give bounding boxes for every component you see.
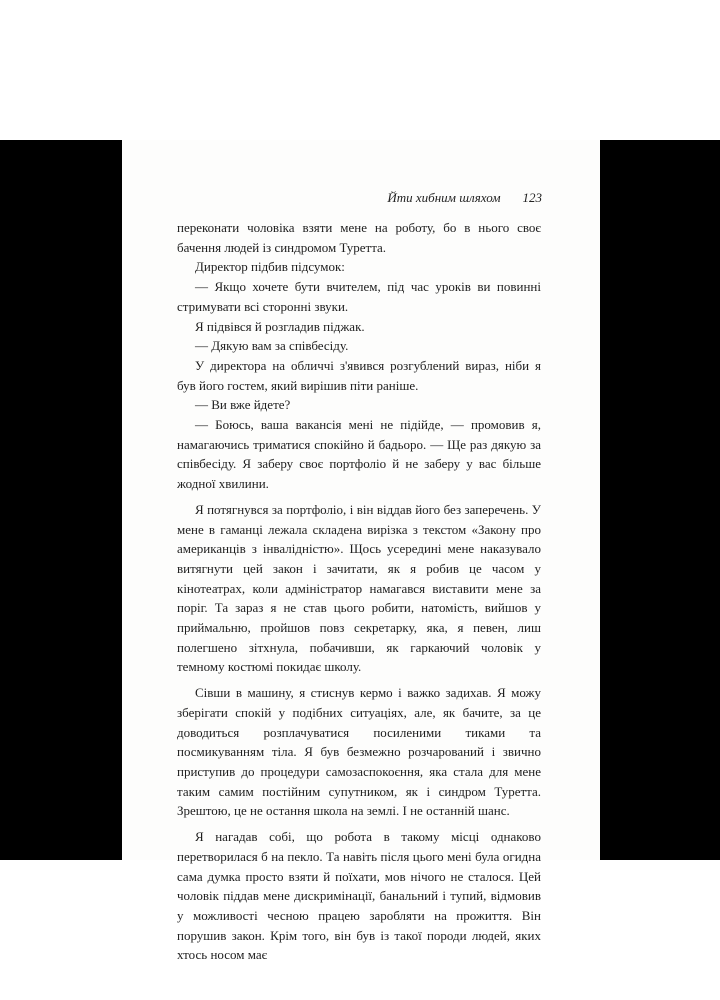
left-black-border <box>0 140 122 860</box>
right-black-border <box>600 140 720 860</box>
paragraph: У директора на обличчі з'явився розгублений вираз, ніби я був його гостем, який вирішив піти раніше. <box>177 357 541 393</box>
book-page <box>122 140 600 963</box>
paragraph: Я потягнувся за портфоліо, і він віддав його без заперечень. У мене в гаманці лежала складена вирізка з текстом «Закону про американців з інвалідністю». Щось усередині мене наказувало витягнути цей закон і зачитати, як я робив це часом у кінотеатрах, коли адміністратор намагався виставити мене за поріг. Та зараз я не став цього робити, натомість, вийшов у приймальню, пройшов повз секретарку, яка, я певен, лиш полегшено зітхнула, побачивши, як гаркаючий чоловік у темному костюмі покидає школу. <box>177 501 541 675</box>
paragraph: — Ви вже йдете? <box>195 397 291 413</box>
paragraph: — Якщо хочете бути вчителем, під час уроків ви повинні стримувати всі сторонні звуки. <box>177 279 541 314</box>
paragraph: Я підвівся й розгладив піджак. <box>195 318 365 334</box>
paragraph: — Боюсь, ваша вакансія мені не підійде, — промовив я, намагаючись триматися спокійно й бадьоро. — Ще раз дякую за співбесіду. Я заберу своє портфоліо й не заберу у вас більше жодної хвилини. <box>177 417 541 492</box>
paragraph: Я нагадав собі, що робота в такому місці однаково перетворилася б на пекло. Та навіть після цього мені була огидна сама думка просто взяти й поїхати, мов нічого не сталося. Цей чоловік піддав мене дискримінації, банальний і тупий, відмовив у можливості чесною працею заробляти на прожиття. Він порушив закон. Крім того, він був із такої породи людей, яких хтось носом має <box>177 829 541 963</box>
paragraph: переконати чоловіка взяти мене на роботу, бо в нього своє бачення людей із синдромом Туретта. <box>177 220 541 255</box>
paragraph: — Дякую вам за співбесіду. <box>195 338 349 354</box>
page-number: 123 <box>522 190 542 205</box>
running-head-title: Йти хибним шляхом <box>387 190 501 205</box>
paragraph: Сівши в машину, я стиснув кермо і важко задихав. Я можу зберігати спокій у подібних ситуаціях, але, як бачите, за це доводиться розплачуватися посиленими тиками та посмикуванням тіла. Я був безмежно розчарований і звично приступив до процедури самозаспокоєння, яка стала для мене таким самим постійним супутником, як і синдром Туретта. Зрештою, це не остання школа на землі. І не останній шанс. <box>177 685 541 819</box>
running-head <box>122 190 542 206</box>
body-text <box>177 218 541 965</box>
paragraph: Директор підбив підсумок: <box>195 259 345 275</box>
